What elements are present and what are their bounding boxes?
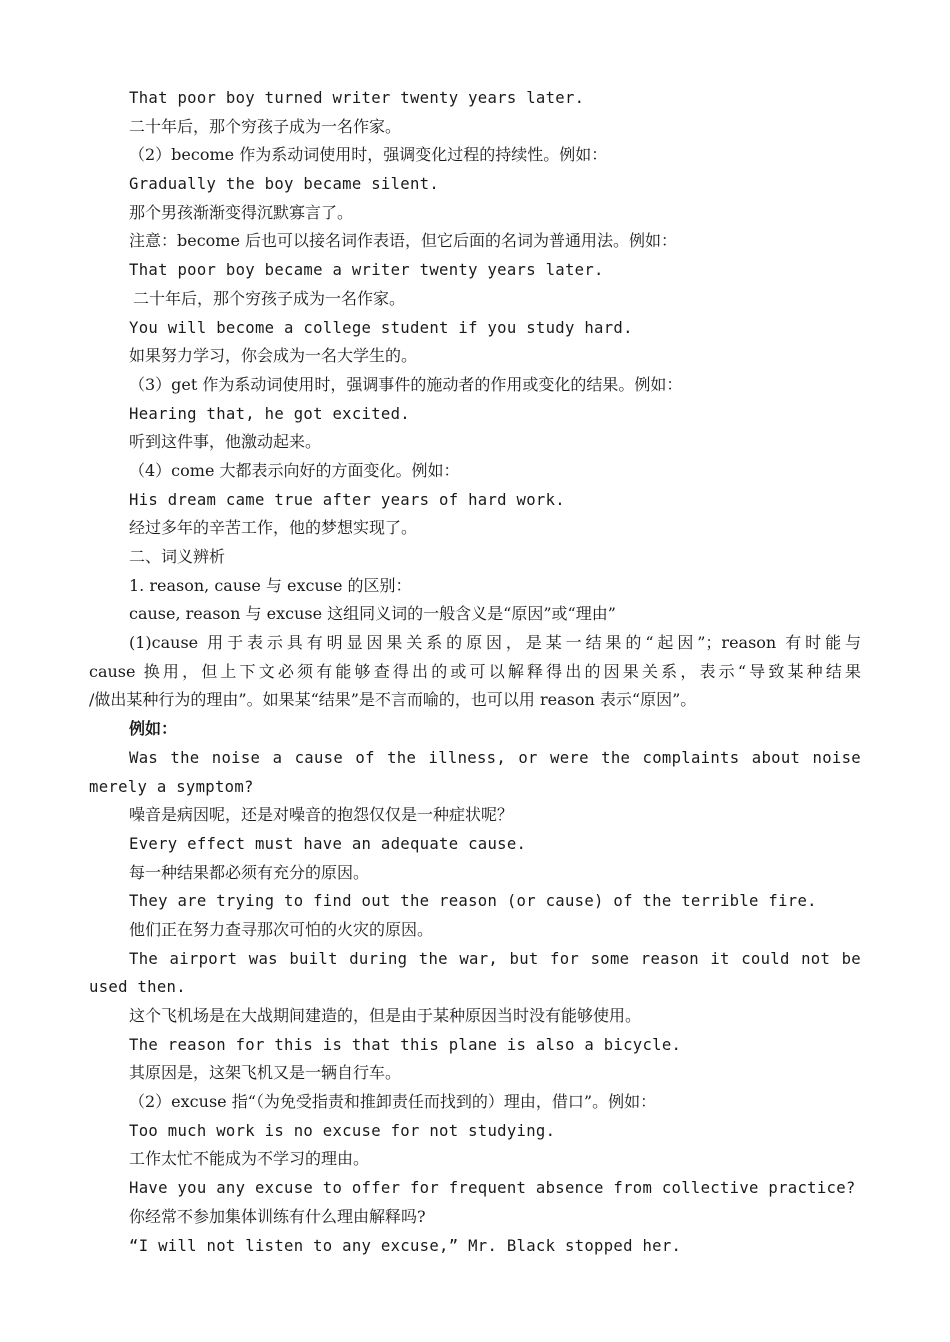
- text-line: 那个男孩渐渐变得沉默寡言了。: [129, 202, 354, 222]
- document-body: [89, 84, 861, 1260]
- text-line: 每一种结果都必须有充分的原因。: [129, 862, 370, 882]
- text-line: （4）come 大都表示向好的方面变化。例如：: [129, 460, 460, 480]
- subsection-heading: 1. reason, cause 与 excuse 的区别：: [129, 575, 412, 595]
- text-line: 其原因是，这架飞机又是一辆自行车。: [129, 1063, 402, 1083]
- text-line: 这个飞机场是在大战期间建造的，但是由于某种原因当时没有能够使用。: [129, 1006, 642, 1025]
- text-line: Gradually the boy became silent.: [129, 175, 440, 194]
- text-line: You will become a college student if you study hard.: [129, 318, 633, 337]
- text-line: That poor boy turned writer twenty years later.: [129, 89, 585, 107]
- text-line: merely a symptom?: [89, 777, 254, 796]
- text-line: Every effect must have an adequate cause.: [129, 834, 527, 853]
- text-line: 二十年后，那个穷孩子成为一名作家。: [133, 288, 406, 308]
- text-line: Hearing that, he got excited.: [129, 404, 410, 423]
- text-line: Was the noise a cause of the illness, or were the complaints about noise: [129, 748, 861, 767]
- text-line: Too much work is no excuse for not studying.: [129, 1121, 556, 1140]
- example-label: 例如：: [129, 719, 178, 739]
- text-line: 如果努力学习，你会成为一名大学生的。: [129, 346, 418, 366]
- text-line: 听到这件事，他激动起来。: [129, 432, 322, 452]
- text-line: His dream came true after years of hard work.: [129, 490, 565, 509]
- text-line: 二十年后，那个穷孩子成为一名作家。: [129, 116, 402, 136]
- text-line: 经过多年的辛苦工作，他的梦想实现了。: [129, 518, 418, 538]
- text-line: 注意：become 后也可以接名词作表语，但它后面的名词为普通用法。例如：: [129, 231, 678, 251]
- text-line: (1)cause 用于表示具有明显因果关系的原因，是某一结果的“起因”；reason 有时能与: [129, 633, 861, 653]
- text-line: （2）become 作为系动词使用时，强调变化过程的持续性。例如：: [129, 145, 608, 165]
- text-line: /做出某种行为的理由”。如果某“结果”是不言而喻的，也可以用 reason 表示“原因”。: [89, 690, 697, 710]
- text-line: They are trying to find out the reason (or cause) of the terrible fire.: [129, 892, 817, 911]
- text-line: 噪音是病因呢，还是对噪音的抱怨仅仅是一种症状呢？: [129, 805, 514, 825]
- text-line: That poor boy became a writer twenty years later.: [129, 261, 604, 280]
- text-line: 他们正在努力查寻那次可怕的火灾的原因。: [129, 919, 434, 939]
- text-line: （2）excuse 指“（为免受指责和推卸责任而找到的）理由，借口”。例如：: [129, 1092, 657, 1112]
- section-heading: 二、词义辨析: [129, 547, 226, 566]
- text-line: 工作太忙不能成为不学习的理由。: [129, 1149, 370, 1169]
- text-line: cause, reason 与 excuse 这组同义词的一般含义是“原因”或“理由”: [129, 604, 616, 624]
- text-line: Have you any excuse to offer for frequent absence from collective practice?: [129, 1179, 856, 1198]
- text-line: used then.: [89, 978, 186, 997]
- text-line: 你经常不参加集体训练有什么理由解释吗?: [129, 1206, 426, 1226]
- text-line: The reason for this is that this plane is also a bicycle.: [129, 1035, 682, 1054]
- text-line: “I will not listen to any excuse,” Mr. Black stopped her.: [129, 1236, 682, 1255]
- text-line: cause 换用，但上下文必须有能够查得出的或可以解释得出的因果关系，表示“导致某种结果: [89, 661, 861, 681]
- text-line: （3）get 作为系动词使用时，强调事件的施动者的作用或变化的结果。例如：: [129, 374, 683, 394]
- text-line: The airport was built during the war, but for some reason it could not be: [129, 949, 861, 968]
